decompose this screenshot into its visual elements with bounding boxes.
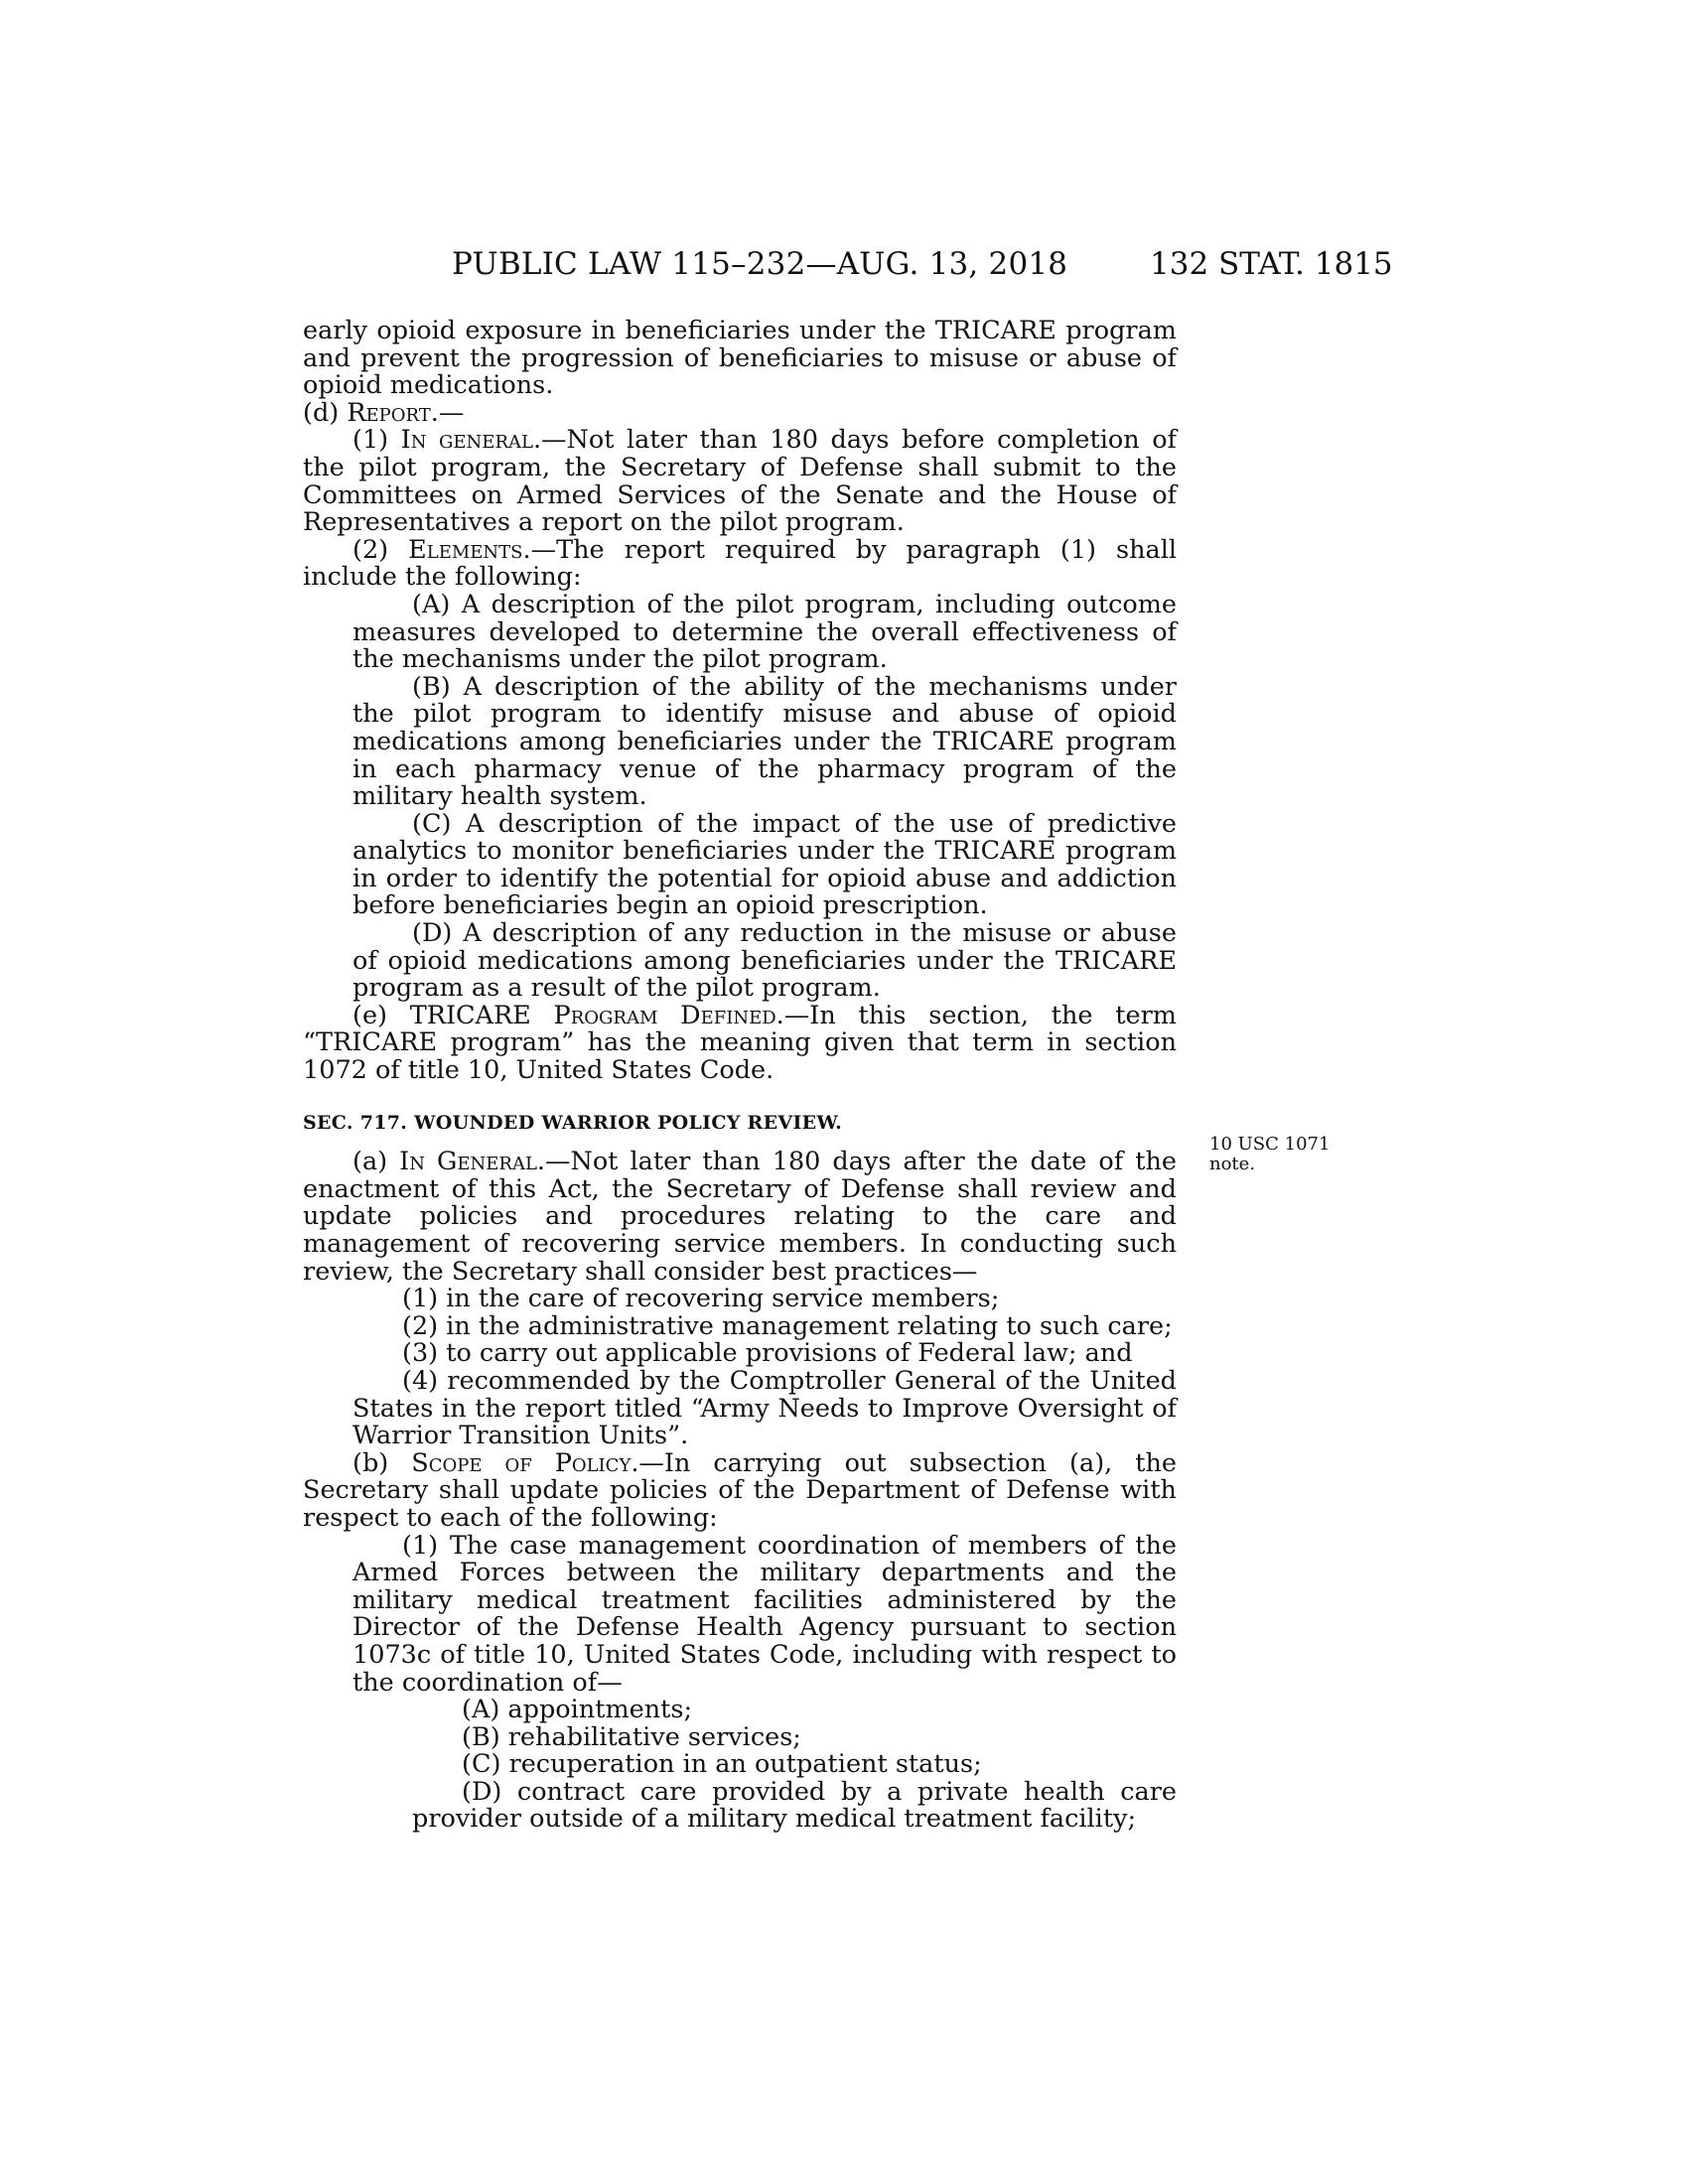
subsection-e-tricare-defined: (e) TRICARE Program Defined.—In this section, the term “TRICARE program” has the meaning given that term in section 1072 of title 10, United States Code. [303, 1000, 1177, 1086]
page-body [303, 318, 1177, 1834]
section-heading: SEC. 717. WOUNDED WARRIOR POLICY REVIEW. [303, 1111, 843, 1134]
coordination-b: (B) rehabilitative services; [462, 1721, 801, 1752]
margin-note-usc: 10 USC 1071 note. [1209, 1134, 1331, 1174]
best-practice-1: (1) in the care of recovering service members; [402, 1284, 1000, 1314]
paragraph-d-2-elements: (2) Elements.—The report required by paragraph (1) shall include the following: [303, 534, 1178, 593]
paragraph-c-continuation: early opioid exposure in beneficiaries under the TRICARE program and prevent the progression of beneficiaries to misuse or abuse of opioid medications. [303, 316, 1177, 401]
subparagraph-d: (D) A description of any reduction in the misuse or abuse of opioid medications among beneficiaries under the TRICARE program as a result of the pilot program. [352, 918, 1177, 1004]
coordination-d: (D) contract care provided by a private health care provider outside of a military medical treatment facility; [412, 1776, 1177, 1835]
subparagraph-b: (B) A description of the ability of the mechanisms under the pilot program to identify misuse and abuse of opioid medications among beneficiaries under the TRICARE program in each pharmacy venue of the pharmacy program of the military health system. [352, 671, 1177, 812]
best-practice-2: (2) in the administrative management relating to such care; [402, 1310, 1173, 1341]
subsection-d-report: (d) Report.— [303, 397, 465, 428]
coordination-a: (A) appointments; [462, 1695, 693, 1725]
subparagraph-a: (A) A description of the pilot program, including outcome measures developed to determine the overall effectiveness of the mechanisms under the pilot program. [352, 589, 1177, 675]
subsection-b-scope-of-policy: (b) Scope of Policy.—In carrying out subsection (a), the Secretary shall update policies of the Department of Defense with respect to each of the following: [303, 1447, 1178, 1533]
subparagraph-c: (C) A description of the impact of the use of predictive analytics to monitor beneficiaries under the TRICARE program in order to identify the potential for opioid abuse and addiction before beneficiaries begin an opioid prescription. [352, 808, 1177, 921]
running-header-title: PUBLIC LAW 115–232—AUG. 13, 2018 [452, 246, 1068, 282]
scope-item-1: (1) The case management coordination of members of the Armed Forces between the military departments and the military medical treatment facilities administered by the Director of the Defense Health Agency pursuant to section 1073c of title 10, United States Code, including with respect to the coordination of— [352, 1530, 1177, 1698]
best-practice-3: (3) to carry out applicable provisions of Federal law; and [402, 1338, 1133, 1369]
page-reference: 132 STAT. 1815 [1150, 246, 1393, 282]
best-practice-4: (4) recommended by the Comptroller General of the United States in the report titled “Army Needs to Improve Oversight of Warrior Transition Units”. [352, 1365, 1177, 1451]
coordination-c: (C) recuperation in an outpatient status; [462, 1749, 982, 1780]
subsection-a-in-general: (a) In General.—Not later than 180 days after the date of the enactment of this Act, the Secretary of Defense shall review and update policies and procedures relating to the care and management of recovering service members. In conducting such review, the Secretary shall consider best practices— [303, 1147, 1177, 1287]
paragraph-d-1-in-general: (1) In general.—Not later than 180 days before completion of the pilot program, the Secretary of Defense shall submit to the Committees on Armed Services of the Senate and the House of Representatives a report on the pilot program. [303, 425, 1177, 538]
